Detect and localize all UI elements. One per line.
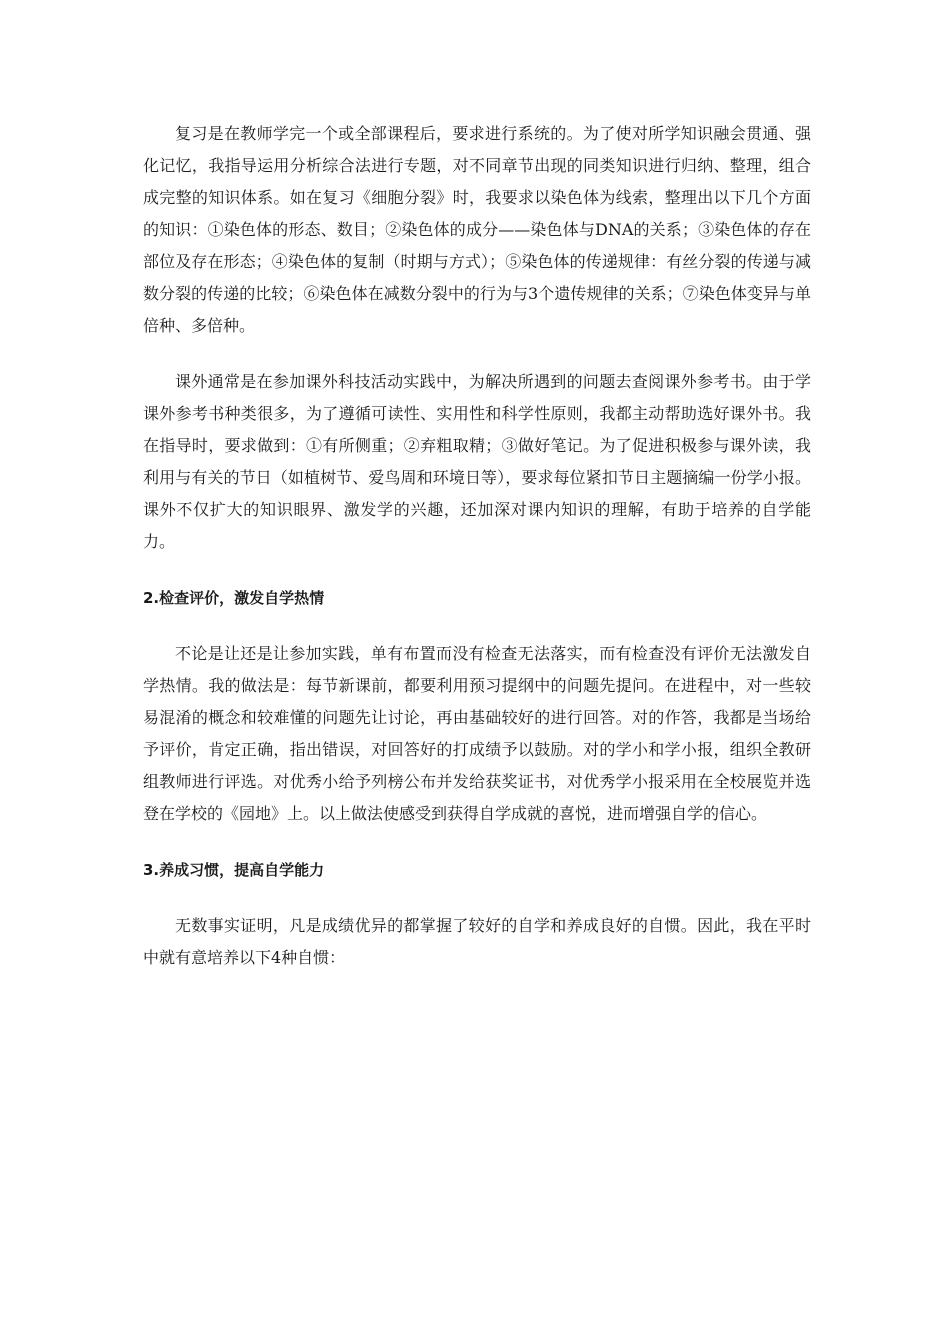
- document-body: [143, 118, 811, 974]
- paragraph-gap: [143, 886, 811, 910]
- paragraph-habits: 无数事实证明，凡是成绩优异的都掌握了较好的自学和养成良好的自惯。因此，我在平时中就有意培养以下4种自惯：: [143, 916, 811, 967]
- paragraph-gap: [143, 830, 811, 854]
- paragraph-evaluation: 不论是让还是让参加实践，单有布置而没有检查无法落实，而有检查没有评价无法激发自学热情。我的做法是：每节新课前，都要利用预习提纲中的问题先提问。在进程中，对一些较易混淆的概念和较难懂的问题先让讨论，再由基础较好的进行回答。对的作答，我都是当场给予评价，肯定正确，指出错误，对回答好的打成绩予以鼓励。对的学小和学小报，组织全教研组教师进行评选。对优秀小给予列榜公布并发给获奖证书，对优秀学小报采用在全校展览并选登在学校的《园地》上。以上做法使感受到获得自学成就的喜悦，进而增强自学的信心。: [143, 644, 811, 823]
- paragraph-gap: [143, 558, 811, 582]
- paragraph-gap: [143, 342, 811, 366]
- paragraph-review: 复习是在教师学完一个或全部课程后，要求进行系统的。为了使对所学知识融会贯通、强化记忆，我指导运用分析综合法进行专题，对不同章节出现的同类知识进行归纳、整理，组合成完整的知识体系。如在复习《细胞分裂》时，我要求以染色体为线索，整理出以下几个方面的知识：①染色体的形态、数目；②染色体的成分——染色体与DNA的关系；③染色体的存在部位及存在形态；④染色体的复制（时期与方式）；⑤染色体的传递规律：有丝分裂的传递与减数分裂的传递的比较；⑥染色体在减数分裂中的行为与3个遗传规律的关系；⑦染色体变异与单倍种、多倍种。: [143, 124, 811, 335]
- section-heading-3: 3.养成习惯，提高自学能力: [143, 861, 325, 879]
- paragraph-extracurricular-reading: 课外通常是在参加课外科技活动实践中，为解决所遇到的问题去查阅课外参考书。由于学课外参考书种类很多，为了遵循可读性、实用性和科学性原则，我都主动帮助选好课外书。我在指导时，要求做到：①有所侧重；②弃粗取精；③做好笔记。为了促进积极参与课外读，我利用与有关的节日（如植树节、爱鸟周和环境日等），要求每位紧扣节日主题摘编一份学小报。课外不仅扩大的知识眼界、激发学的兴趣，还加深对课内知识的理解，有助于培养的自学能力。: [143, 372, 811, 551]
- section-heading-2: 2.检查评价，激发自学热情: [143, 589, 325, 607]
- paragraph-gap: [143, 614, 811, 638]
